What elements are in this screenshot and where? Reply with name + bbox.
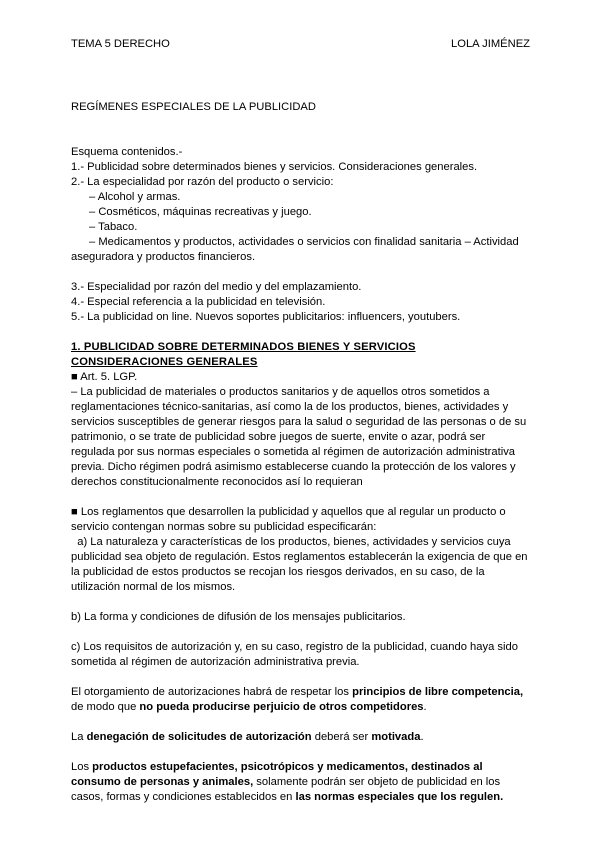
page-header (71, 37, 530, 52)
paragraph-products: Los productos estupefacientes, psicotrópicos y medicamentos, destinados al consumo de personas y animales, solamente podrán ser objeto de publicidad en los casos, formas y condiciones establecidos en las normas especiales que los regulen. (71, 761, 504, 803)
outline-item: 4.- Especial referencia a la publicidad en televisión. (71, 296, 326, 308)
paragraph-authorizations: El otorgamiento de autorizaciones habrá de respetar los principios de libre competencia, de modo que no pueda producirse perjuicio de otros competidores. (71, 686, 524, 713)
outline-subitem-continuation: aseguradora y productos financieros. (71, 251, 256, 263)
header-subject: TEMA 5 DERECHO (71, 38, 170, 50)
article-reference: ■ Art. 5. LGP. (71, 371, 138, 383)
paragraph: – La publicidad de materiales o productos sanitarios y de aquellos otros sometidos a reglamentaciones técnico-sanitarias, así como la de los productos, bienes, actividades y servicios susceptibles de generar riesgos para la salud o seguridad de las personas o de su patrimonio, o se trate de publicidad sobre juegos de suerte, envite o azar, podrá ser regulada por sus normas especiales o sometida al régimen de autorización administrativa previa. Dicho régimen podrá asimismo establecerse cuando la protección de los valores y derechos constitucionalmente reconocidos así lo requieran (71, 386, 527, 488)
outline-subitem: – Medicamentos y productos, actividades o servicios con finalidad sanitaria – Actividad (89, 236, 519, 248)
paragraph: b) La forma y condiciones de difusión de los mensajes publicitarios. (71, 611, 406, 623)
outline-subitem: – Cosméticos, máquinas recreativas y juego. (89, 206, 312, 218)
header-author: LOLA JIMÉNEZ (451, 38, 530, 50)
outline-label: Esquema contenidos.- (71, 146, 183, 158)
outline-subitem: – Alcohol y armas. (89, 191, 181, 203)
paragraph: ■ Los reglamentos que desarrollen la publicidad y aquellos que al regular un producto o servicio contengan normas sobre su publicidad especificarán: (71, 506, 506, 533)
document-title: REGÍMENES ESPECIALES DE LA PUBLICIDAD (71, 101, 316, 113)
outline-item: 1.- Publicidad sobre determinados bienes y servicios. Consideraciones generales. (71, 161, 478, 173)
outline-item: 3.- Especialidad por razón del medio y del emplazamiento. (71, 281, 362, 293)
section-heading: 1. PUBLICIDAD SOBRE DETERMINADOS BIENES Y SERVICIOS CONSIDERACIONES GENERALES (71, 341, 416, 368)
paragraph-denegation: La denegación de solicitudes de autorización deberá ser motivada. (71, 731, 424, 743)
paragraph: c) Los requisitos de autorización y, en su caso, registro de la publicidad, cuando haya sido sometida al régimen de autorización administrativa previa. (71, 641, 518, 668)
outline-item: 5.- La publicidad on line. Nuevos soportes publicitarios: influencers, youtubers. (71, 311, 461, 323)
outline-item: 2.- La especialidad por razón del producto o servicio: (71, 176, 334, 188)
paragraph: a) La naturaleza y características de los productos, bienes, actividades y servicios cuya publicidad sea objeto de regulación. Estos reglamentos establecerán la exigencia de que en la publicidad de estos productos se recojan los riesgos derivados, en su caso, de la utilización normal de los mismos. (71, 536, 531, 593)
outline-subitem: – Tabaco. (89, 221, 138, 233)
document-body (71, 100, 529, 805)
